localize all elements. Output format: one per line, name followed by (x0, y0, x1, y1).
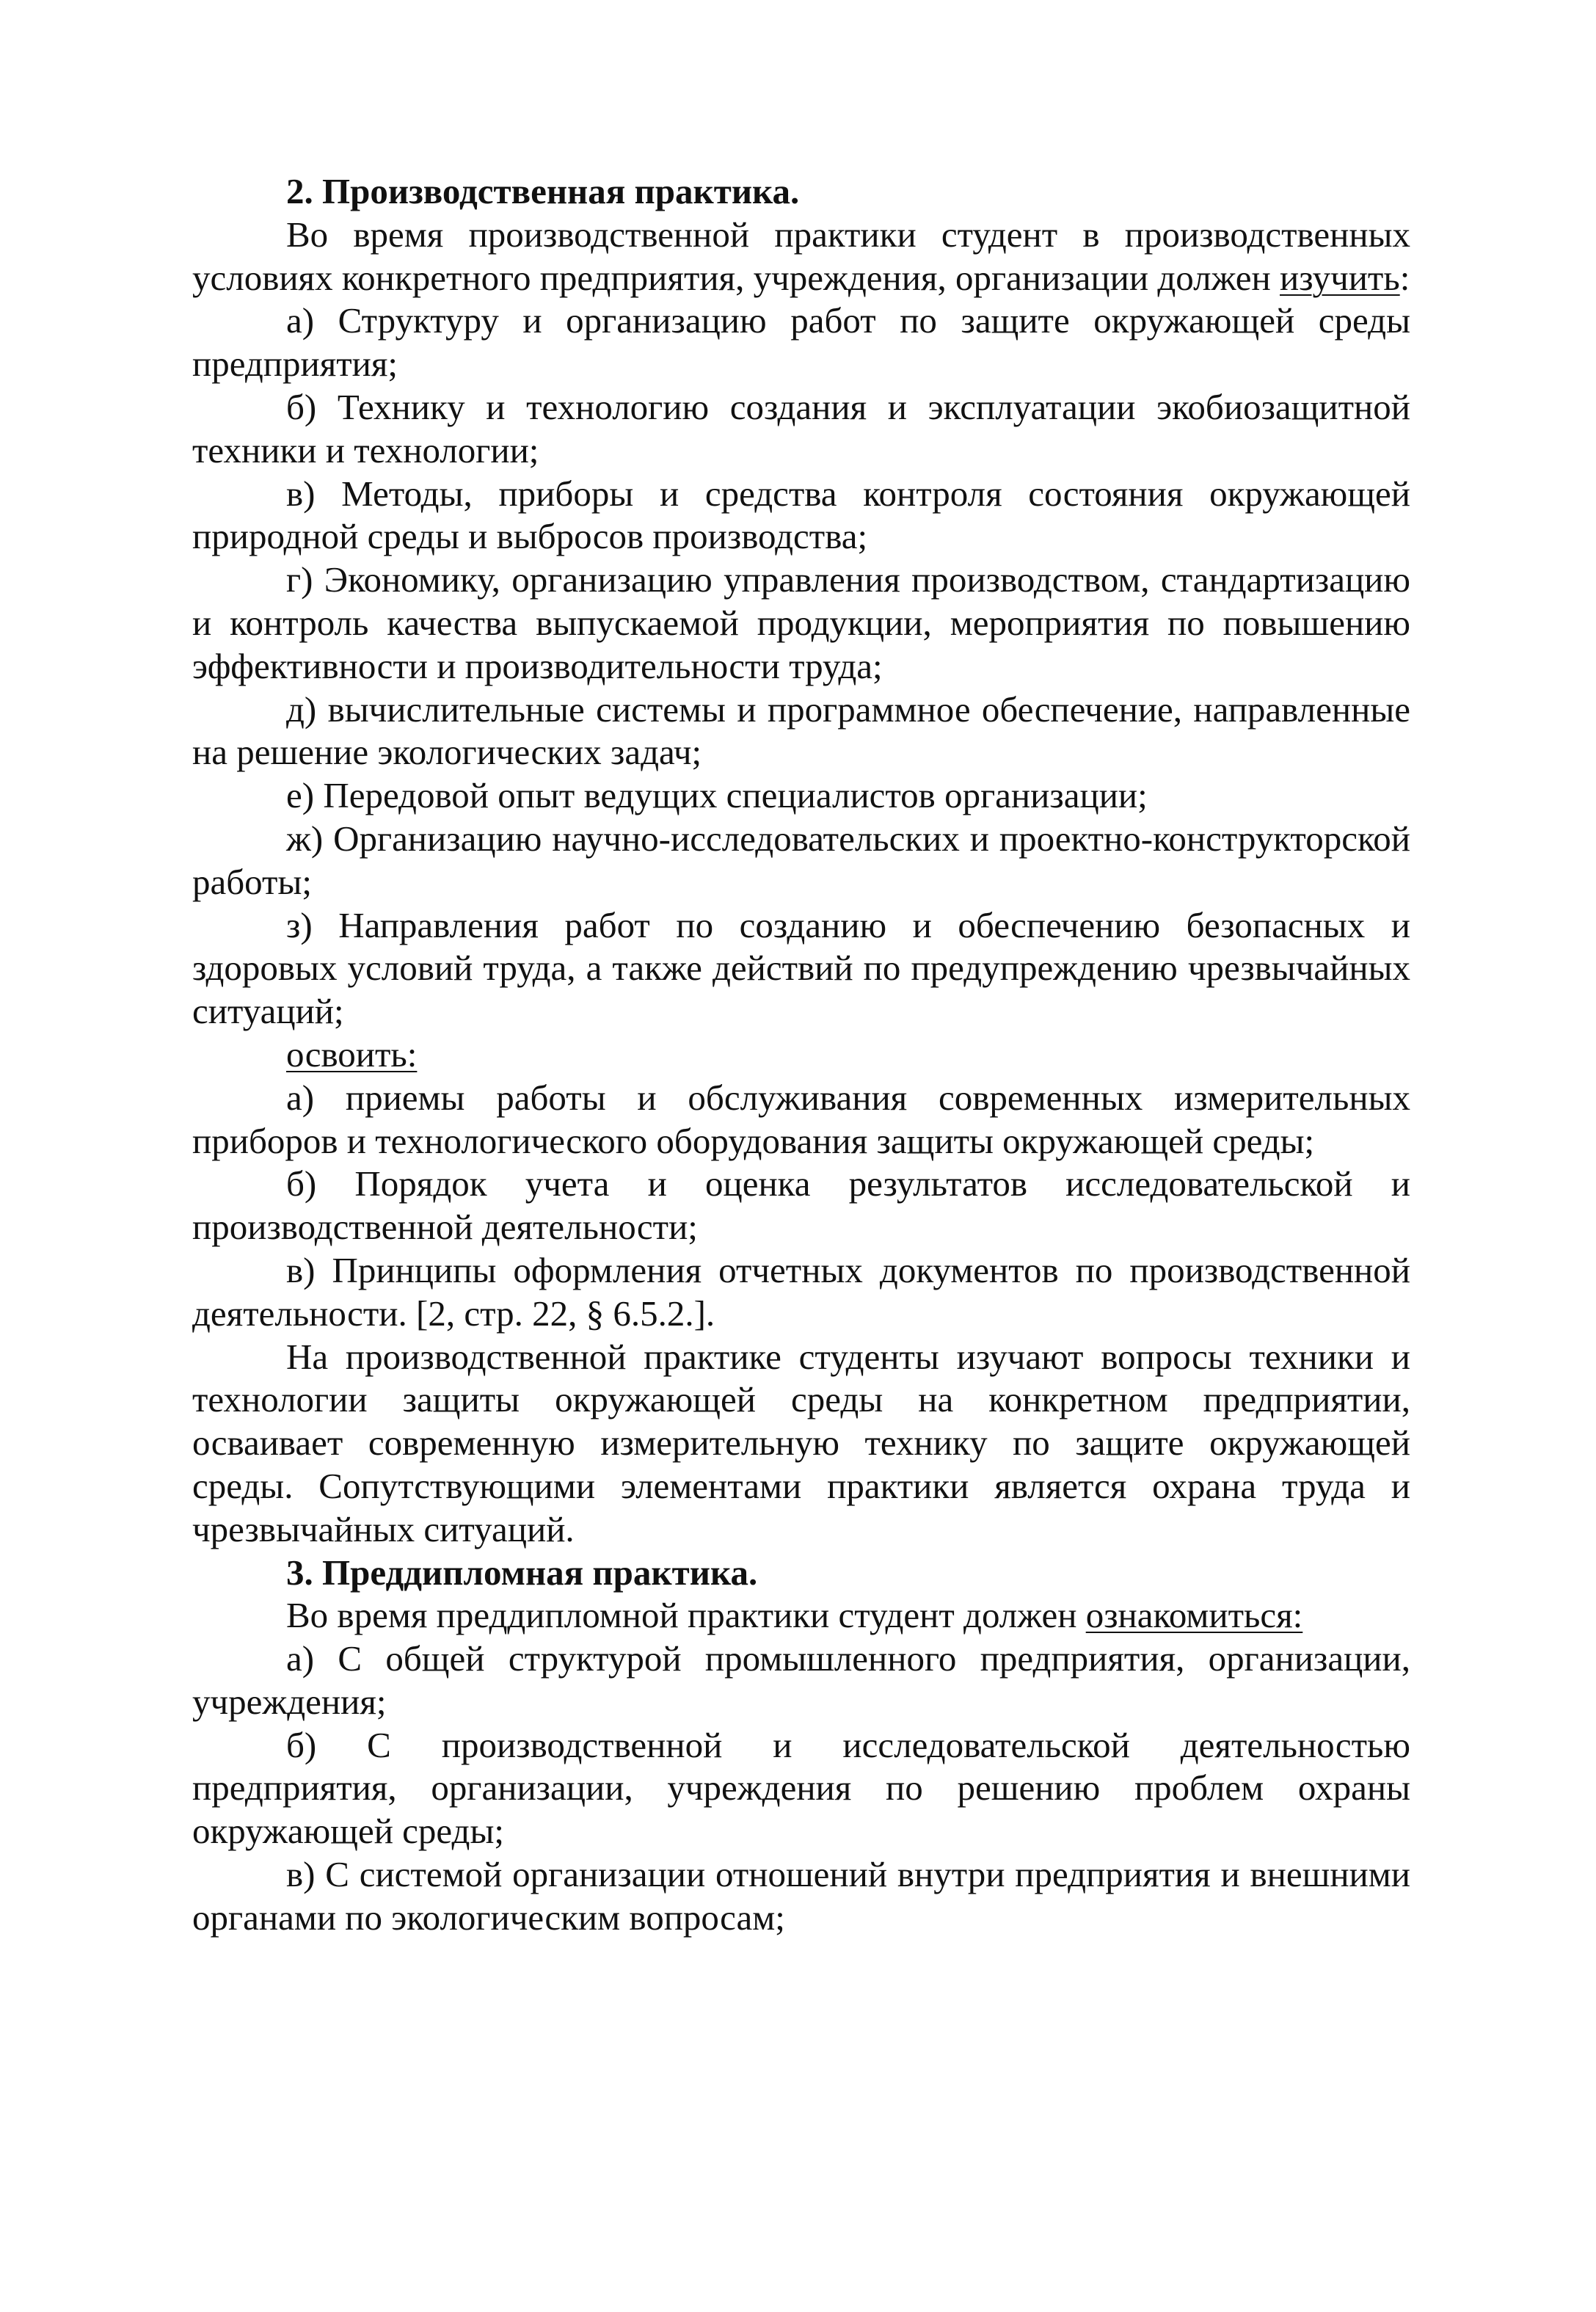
familiarize-label: ознакомиться: (1085, 1595, 1303, 1636)
section-3-intro (192, 1594, 1410, 1637)
section-3-intro-text: Во время преддипломной практики студент должен (286, 1595, 1086, 1636)
master-label: освоить: (286, 1033, 418, 1075)
study-item-e: е) Передовой опыт ведущих специалистов организации; (286, 775, 1148, 816)
familiarize-item-b: б) С производственной и исследовательской деятельностью предприятия, организации, учреждения по решению проблем охраны окружающей среды; (192, 1724, 1410, 1852)
familiarize-item-a: а) С общей структурой промышленного предприятия, организации, учреждения; (192, 1638, 1410, 1722)
master-label-line (192, 1033, 1410, 1077)
familiarize-item-v: в) С системой организации отношений внутри предприятия и внешними органами по экологическим вопросам; (192, 1854, 1410, 1938)
study-colon: : (1399, 257, 1410, 298)
study-item-a: а) Структуру и организацию работ по защите окружающей среды предприятия; (192, 300, 1410, 385)
study-item-z: з) Направления работ по созданию и обеспечению безопасных и здоровых условий труда, а также действий по предупреждению чрезвычайных ситуаций; (192, 904, 1410, 1032)
study-item-v: в) Методы, приборы и средства контроля состояния окружающей природной среды и выбросов производства; (192, 473, 1410, 557)
study-item-g: г) Экономику, организацию управления производством, стандартизацию и контроль качества выпускаемой продукции, мероприятия по повышению эффективности и производительности труда; (192, 559, 1410, 686)
study-label: изучить (1280, 257, 1400, 298)
study-item-d: д) вычислительные системы и программное обеспечение, направленные на решение экологических задач; (192, 688, 1410, 773)
master-item-b: б) Порядок учета и оценка результатов исследовательской и производственной деятельности; (192, 1163, 1410, 1248)
section-2-intro (192, 214, 1410, 300)
master-item-v: в) Принципы оформления отчетных документов по производственной деятельности. [2, стр. 22, § 6.5.2.]. (192, 1249, 1410, 1334)
document-page (192, 170, 1410, 1940)
section-3-heading: 3. Преддипломная практика. (286, 1552, 758, 1593)
section-2-heading: 2. Производственная практика. (286, 171, 800, 211)
study-item-zh: ж) Организацию научно-исследовательских и проектно-конструкторской работы; (192, 818, 1410, 902)
section-2-summary: На производственной практике студенты изучают вопросы техники и технологии защиты окружающей среды на конкретном предприятии, осваивает современную измерительную технику по защите окружающей среды. Сопутствующими элементами практики является охрана труда и чрезвычайных ситуаций. (192, 1336, 1410, 1549)
study-item-b: б) Технику и технологию создания и эксплуатации экобиозащитной техники и технологии; (192, 386, 1410, 470)
master-item-a: а) приемы работы и обслуживания современных измерительных приборов и технологического оборудования защиты окружающей среды; (192, 1077, 1410, 1161)
section-2-intro-text: Во время производственной практики студент в производственных условиях конкретного предприятия, учреждения, организации должен (192, 214, 1410, 298)
